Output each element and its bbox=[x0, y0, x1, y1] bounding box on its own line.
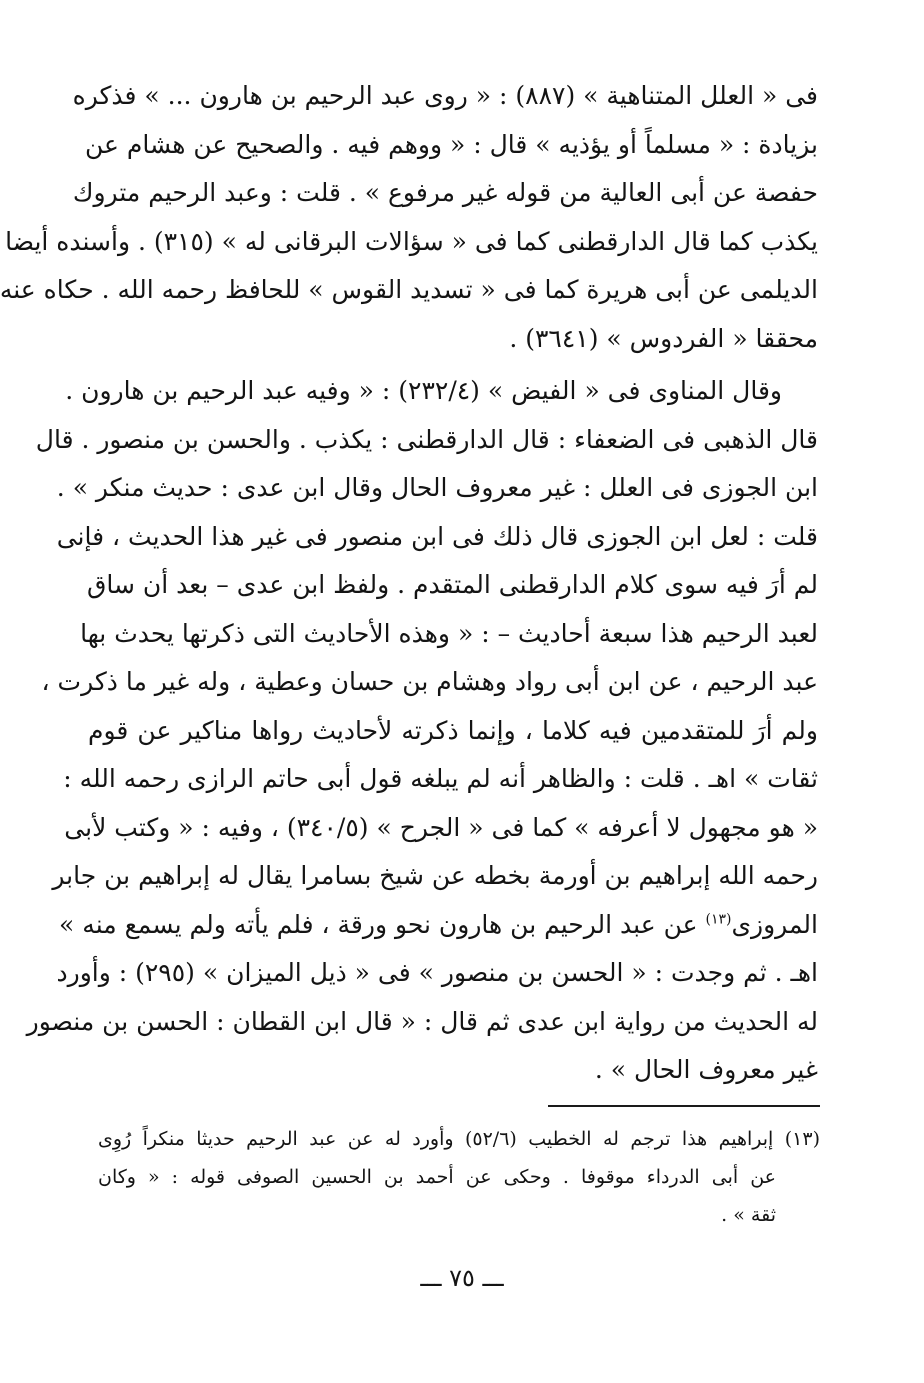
page-number: ـــ ٧٥ ـــ bbox=[420, 1264, 504, 1292]
text-line: ابن الجوزى فى العلل : غير معروف الحال وقال ابن عدى : حديث منكر » . bbox=[56, 473, 818, 502]
text-line: لم أرَ فيه سوى كلام الدارقطنى المتقدم . ولفظ ابن عدى – بعد أن ساق bbox=[87, 570, 818, 599]
text-line: ثقات » اهـ . قلت : والظاهر أنه لم يبلغه قول أبى حاتم الرازى رحمه الله : bbox=[63, 764, 818, 793]
text-line: حفصة عن أبى العالية من قوله غير مرفوع » . قلت : وعبد الرحيم متروك bbox=[72, 178, 818, 207]
text-line: عبد الرحيم ، عن ابن أبى رواد وهشام بن حسان وعطية ، وله غير ما ذكرت ، bbox=[41, 667, 818, 696]
text-line: « هو مجهول لا أعرفه » كما فى « الجرح » (٣٤٠/٥) ، وفيه : « وكتب لأبى bbox=[64, 812, 818, 842]
text-line: بزيادة : « مسلماً أو يؤذيه » قال : « ووهم فيه . والصحيح عن هشام عن bbox=[84, 129, 818, 159]
text-line-with-footnote-ref bbox=[59, 901, 818, 950]
text-line: وقال المناوى فى « الفيض » (٢٣٢/٤) : « وفيه عبد الرحيم بن هارون . bbox=[65, 376, 782, 405]
text-line: رحمه الله إبراهيم بن أورمة بخطه عن شيخ بسامرا يقال له إبراهيم بن جابر bbox=[52, 861, 818, 890]
footnote-line: عن أبى الدرداء موقوفا . وحكى عن أحمد بن الحسين الصوفى قوله : « وكان bbox=[98, 1166, 776, 1188]
main-text bbox=[0, 72, 818, 1095]
text-line: لعبد الرحيم هذا سبعة أحاديث – : « وهذه الأحاديث التى ذكرتها يحدث بها bbox=[80, 618, 818, 648]
text-line: يكذب كما قال الدارقطنى كما فى « سؤالات البرقانى له » (٣١٥) . وأسنده أيضا bbox=[5, 226, 818, 256]
footnote-line: ثقة » . bbox=[721, 1204, 776, 1226]
text-line: الديلمى عن أبى هريرة كما فى « تسديد القوس » للحافظ رحمه الله . حكاه عنه bbox=[0, 275, 818, 304]
text-line: غير معروف الحال » . bbox=[594, 1055, 818, 1084]
text-line: فى « العلل المتناهية » (٨٨٧) : « روى عبد الرحيم بن هارون ... » فذكره bbox=[72, 81, 818, 110]
footnote-line: (١٣) إبراهيم هذا ترجم له الخطيب (٥٢/٦) وأورد له عن عبد الرحيم حديثا منكراً رُوِى bbox=[98, 1128, 821, 1150]
text-fragment: عن عبد الرحيم بن هارون نحو ورقة ، فلم يأته ولم يسمع منه » bbox=[59, 909, 706, 939]
footnote-reference[interactable]: (١٣) bbox=[705, 911, 732, 928]
text-fragment: المروزى bbox=[731, 909, 818, 939]
text-line: اهـ . ثم وجدت : « الحسن بن منصور » فى « ذيل الميزان » (٢٩٥) : وأورد bbox=[56, 958, 818, 987]
text-line: قلت : لعل ابن الجوزى قال ذلك فى ابن منصور فى غير هذا الحديث ، فإنى bbox=[56, 521, 818, 551]
text-line: محققا « الفردوس » (٣٦٤١) . bbox=[509, 323, 818, 353]
text-line: قال الذهبى فى الضعفاء : قال الدارقطنى : يكذب . والحسن بن منصور . قال bbox=[35, 424, 818, 454]
footnote bbox=[98, 1120, 820, 1234]
text-line: ولم أرَ للمتقدمين فيه كلاما ، وإنما ذكرته لأحاديث رواها مناكير عن قوم bbox=[88, 715, 818, 745]
footnote-separator bbox=[548, 1105, 820, 1107]
text-line: له الحديث من رواية ابن عدى ثم قال : « قال ابن القطان : الحسن بن منصور bbox=[26, 1006, 818, 1036]
